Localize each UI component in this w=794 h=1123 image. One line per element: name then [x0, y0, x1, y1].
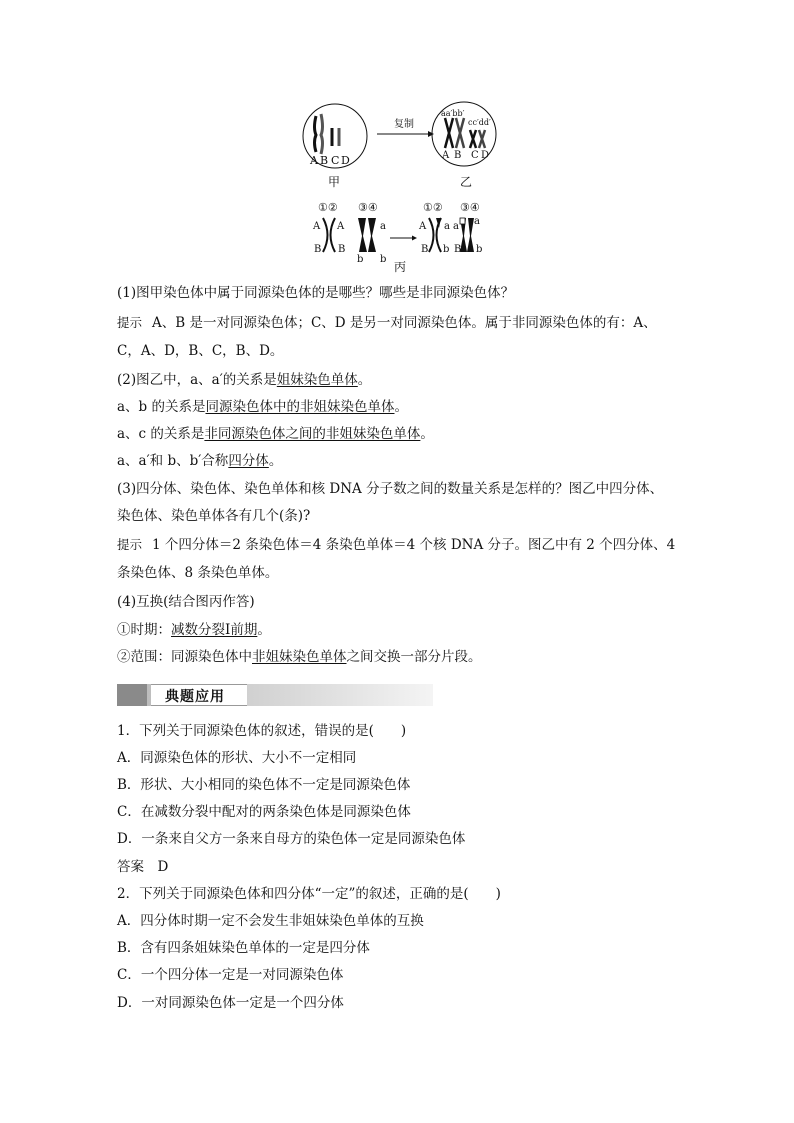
yi-letter-d: D [481, 150, 490, 161]
question-1-option-c: C．在减数分裂中配对的两条染色体是同源染色体 [117, 804, 411, 820]
q3-line1: (3)四分体、染色体、染色单体和核 DNA 分子数之间的数量关系是怎样的？图乙中四分体、 [117, 481, 664, 497]
yi-letter-b: B [454, 150, 462, 161]
yi-letter-a: A [442, 150, 450, 161]
bing-before-dark-chromosomes [358, 218, 376, 252]
bing-after-A: A [419, 221, 427, 232]
bing-before-a: a [380, 221, 386, 232]
q1-hint-line1 [117, 313, 657, 333]
chromosome-figure [290, 100, 510, 278]
bing-after-exchanged-segment-2 [460, 218, 465, 224]
q4b-mid: 同源染色体中 [171, 649, 252, 665]
q1-hint-text1: A、B 是一对同源染色体；C、D 是另一对同源染色体。属于非同源染色体的有：A、 [152, 315, 657, 331]
q4b-line [117, 647, 482, 667]
q3-hint-line1 [117, 535, 675, 555]
question-2-option-d: D．一对同源染色体一定是一个四分体 [117, 995, 344, 1011]
question-1-option-d: D．一条来自父方一条来自母方的染色体一定是同源染色体 [117, 831, 466, 847]
bing-after-B2: B [454, 244, 462, 255]
bing-before-B-left: B [314, 244, 322, 255]
q4a-answer: 减数分裂Ⅰ前期 [171, 622, 258, 638]
q2d-answer: 四分体 [228, 453, 269, 469]
jia-letter-a: A [310, 154, 318, 167]
section-title: 典题应用 [165, 689, 225, 705]
q4a-prefix: ①时期： [117, 622, 171, 638]
exchange-arrowhead [412, 236, 417, 241]
hint-label: 提示 [117, 315, 143, 330]
q2-answer: 姐妹染色单体 [276, 372, 358, 388]
q3-hint-line2: 条染色体、8 条染色单体。 [117, 565, 279, 581]
bing-before-nums-12: ①② [318, 201, 338, 214]
replicate-label: 复制 [394, 119, 414, 130]
q4-line: (4)互换(结合图丙作答) [117, 594, 255, 610]
q4a-line [117, 620, 271, 640]
bing-after-nums-12: ①② [423, 201, 443, 214]
bing-after-a1: a [444, 221, 450, 232]
q2c-line [117, 424, 434, 444]
question-2-stem: 2．下列关于同源染色体和四分体“一定”的叙述，正确的是( ) [117, 886, 501, 902]
q2-prefix: (2)图乙中，a、a′的关系是 [117, 372, 277, 388]
bing-before-b1: b [357, 254, 364, 265]
q2b-answer: 同源染色体中的非姐妹染色单体 [205, 399, 395, 415]
jia-letter-d: D [341, 154, 350, 167]
q2d-suffix: 。 [268, 453, 283, 469]
q4b-after: 之间交换一部分片段 [346, 649, 468, 665]
question-1-stem: 1．下列关于同源染色体的叙述，错误的是( ) [117, 723, 407, 739]
q1-hint-line2: C，A、D，B、C，B、D。 [117, 343, 284, 359]
question-1-option-a: A．同源染色体的形状、大小不一定相同 [117, 750, 357, 766]
q2b-line [117, 397, 408, 417]
question-2-option-a: A．四分体时期一定不会发生非姐妹染色单体的互换 [117, 913, 424, 929]
bing-before-nums-34: ③④ [358, 201, 378, 214]
q4b-suffix: 。 [468, 649, 482, 665]
q2c-answer: 非同源染色体之间的非姐妹染色单体 [204, 426, 421, 442]
bing-before-A-left: A [313, 221, 321, 232]
bing-caption: 丙 [394, 260, 407, 274]
banner-label-box [151, 684, 247, 706]
section-banner [117, 684, 433, 706]
bing-before-A-right: A [337, 221, 345, 232]
jia-letter-c: C [331, 154, 340, 167]
q2c-suffix: 。 [420, 426, 434, 442]
q3-hint-text1: 1 个四分体＝2 条染色体＝4 条染色单体＝4 个核 DNA 分子。图乙中有 2 个四分体、4 [152, 537, 676, 553]
banner-dark-block [117, 684, 149, 706]
question-1-answer: 答案 D [117, 859, 169, 875]
chromosome-diagram [290, 100, 510, 278]
q4b-answer: 非姐妹染色单体 [252, 649, 347, 665]
q4a-suffix: 。 [257, 622, 271, 638]
yi-caption: 乙 [460, 175, 473, 189]
bing-after-a2: a [453, 221, 459, 232]
q4b-prefix: ②范围： [117, 649, 171, 665]
bing-before-B-right: B [338, 244, 346, 255]
jia-caption: 甲 [328, 175, 341, 189]
hint-label: 提示 [117, 537, 143, 552]
jia-chromosomes [315, 114, 340, 154]
bing-before-chromosomes [323, 218, 335, 252]
bing-after-b2: b [476, 244, 483, 255]
q1-text: (1)图甲染色体中属于同源染色体的是哪些？哪些是非同源染色体？ [117, 285, 515, 301]
q2-suffix: 。 [357, 372, 372, 388]
bing-after-B1: B [421, 244, 429, 255]
q2-line [117, 370, 371, 390]
yi-top-label-ab: aa′bb′ [441, 109, 465, 118]
q2b-suffix: 。 [394, 399, 408, 415]
q2d-line [117, 451, 282, 471]
yi-letter-c: C [471, 150, 479, 161]
replicate-arrowhead [428, 131, 434, 137]
bing-after-nums-34: ③④ [460, 201, 480, 214]
q2b-prefix: a、b 的关系是 [117, 399, 206, 415]
question-2-option-b: B．含有四条姐妹染色单体的一定是四分体 [117, 940, 370, 956]
q2d-prefix: a、a′和 b、b′合称 [117, 453, 229, 469]
jia-letter-b: B [320, 154, 329, 167]
yi-top-label-cd: cc′dd′ [468, 118, 491, 127]
q3-line2: 染色体、染色单体各有几个(条)? [117, 508, 311, 524]
q2c-prefix: a、c 的关系是 [117, 426, 205, 442]
question-1-option-b: B．形状、大小相同的染色体不一定是同源染色体 [117, 777, 411, 793]
bing-after-a3: a [474, 216, 480, 227]
question-2-option-c: C．一个四分体一定是一对同源染色体 [117, 967, 344, 983]
bing-before-b2: b [380, 254, 387, 265]
bing-after-b1: b [443, 244, 450, 255]
